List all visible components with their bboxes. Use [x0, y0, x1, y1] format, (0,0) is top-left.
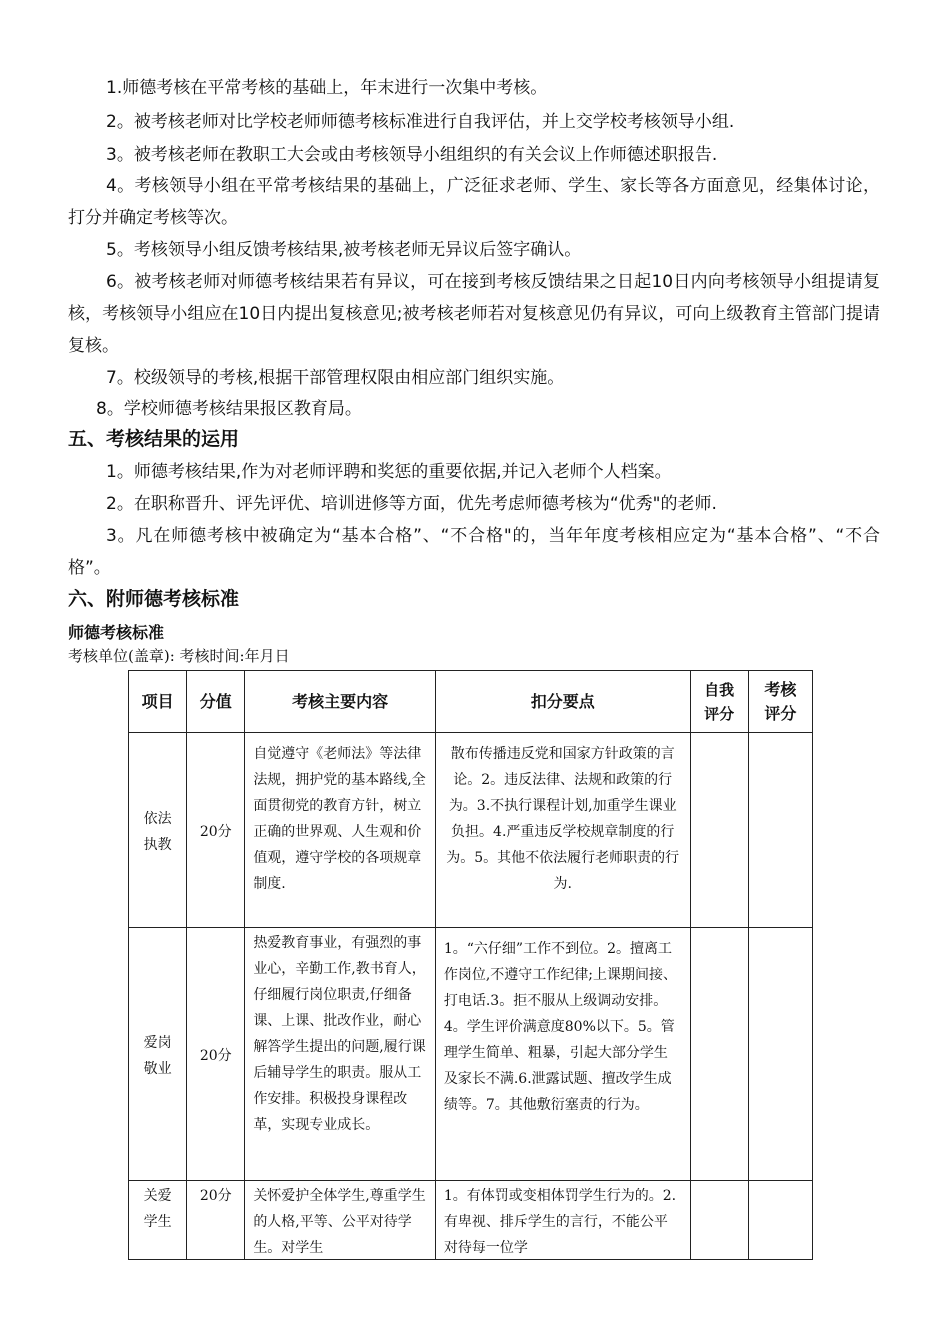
row3-content: 关怀爱护全体学生,尊重学生的人格,平等、公平对待学生。对学生 [253, 1188, 426, 1255]
row3-eval-score[interactable] [748, 1181, 812, 1260]
unit-line: 考核单位(盖章): 考核时间:年月日 [68, 647, 290, 665]
section5-paragraph-2: 2。在职称晋升、评先评优、培训进修等方面，优先考虑师德考核为“优秀"的老师. [106, 494, 717, 514]
header-deduction: 扣分要点 [435, 671, 690, 733]
table-row [129, 928, 813, 1181]
section6-title: 六、附师德考核标准 [68, 588, 240, 610]
header-item: 项目 [129, 671, 187, 733]
paragraph-1: 1.师德考核在平常考核的基础上，年末进行一次集中考核。 [106, 78, 548, 98]
row3-content-cell [245, 1181, 436, 1260]
row2-item: 爱岗敬业 [129, 928, 187, 1181]
row1-item: 依法执教 [129, 733, 187, 928]
header-self-line2: 评分 [704, 704, 735, 723]
row2-content: 热爱教育事业，有强烈的事业心，辛勤工作,教书育人，仔细履行岗位职责,仔细备课、上课、批改作业，耐心解答学生提出的问题,履行课后辅导学生的职责。服从工作安排。积极投身课程改革，实现专业成长。 [245, 928, 436, 1181]
section5-paragraph-3: 3。凡在师德考核中被确定为“基本合格”、“不合格"的，当年年度考核相应定为“基本合格”、“不合格”。 [68, 526, 880, 578]
standard-title: 师德考核标准 [68, 623, 165, 642]
table-row [129, 733, 813, 928]
header-eval-score [748, 671, 812, 733]
header-score: 分值 [187, 671, 245, 733]
row3-item: 关爱学生 [129, 1181, 187, 1260]
header-eval-line2: 评分 [764, 703, 797, 723]
row3-deduction: 1。有体罚或变相体罚学生行为的。2.有卑视、排斥学生的言行，不能公平对待每一位学 [443, 1188, 677, 1255]
standards-table [128, 670, 813, 1260]
row3-deduction-cell [435, 1181, 690, 1260]
row3-score: 20分 [187, 1181, 245, 1260]
paragraph-3: 3。被考核老师在教职工大会或由考核领导小组组织的有关会议上作师德述职报告. [106, 145, 718, 165]
paragraph-5: 5。考核领导小组反馈考核结果,被考核老师无异议后签字确认。 [106, 240, 582, 260]
row3-self-score[interactable] [690, 1181, 748, 1260]
row1-self-score[interactable] [690, 733, 748, 928]
paragraph-2: 2。被考核老师对比学校老师师德考核标准进行自我评估，并上交学校考核领导小组. [106, 112, 735, 132]
header-self-score [690, 671, 748, 733]
section5-paragraph-1: 1。师德考核结果,作为对老师评聘和奖惩的重要依据,并记入老师个人档案。 [106, 462, 672, 482]
header-content: 考核主要内容 [245, 671, 436, 733]
row1-deduction: 散布传播违反党和国家方针政策的言论。2。违反法律、法规和政策的行为。3.不执行课程计划,加重学生课业负担。4.严重违反学校规章制度的行为。5。其他不依法履行老师职责的行为. [435, 733, 690, 928]
paragraph-8: 8。学校师德考核结果报区教育局。 [96, 399, 362, 419]
row2-deduction: 1。“六仔细”工作不到位。2。擅离工作岗位,不遵守工作纪律;上课期间接、打电话.3。拒不服从上级调动安排。4。学生评价满意度80%以下。5。管理学生简单、粗暴，引起大部分学生及家长不满.6.泄露试题、擅改学生成绩等。7。其他敷衍塞责的行为。 [435, 928, 690, 1181]
header-eval-line1: 考核 [764, 679, 797, 699]
row1-score: 20分 [187, 733, 245, 928]
header-self-line1: 自我 [704, 680, 735, 699]
row2-eval-score[interactable] [748, 928, 812, 1181]
row1-eval-score[interactable] [748, 733, 812, 928]
paragraph-4: 4。考核领导小组在平常考核结果的基础上，广泛征求老师、学生、家长等各方面意见，经集体讨论，打分并确定考核等次。 [68, 176, 880, 228]
paragraph-7: 7。校级领导的考核,根据干部管理权限由相应部门组织实施。 [106, 368, 565, 388]
table-row [129, 1181, 813, 1260]
row1-content: 自觉遵守《老师法》等法律法规，拥护党的基本路线,全面贯彻党的教育方针，树立正确的世界观、人生观和价值观，遵守学校的各项规章制度. [245, 733, 436, 928]
table-header-row [129, 671, 813, 733]
row2-score: 20分 [187, 928, 245, 1181]
row2-self-score[interactable] [690, 928, 748, 1181]
section5-title: 五、考核结果的运用 [68, 428, 240, 450]
paragraph-6: 6。被考核老师对师德考核结果若有异议，可在接到考核反馈结果之日起10日内向考核领导小组提请复核，考核领导小组应在10日内提出复核意见;被考核老师若对复核意见仍有异议，可向上级教育主管部门提请复核。 [68, 272, 880, 356]
